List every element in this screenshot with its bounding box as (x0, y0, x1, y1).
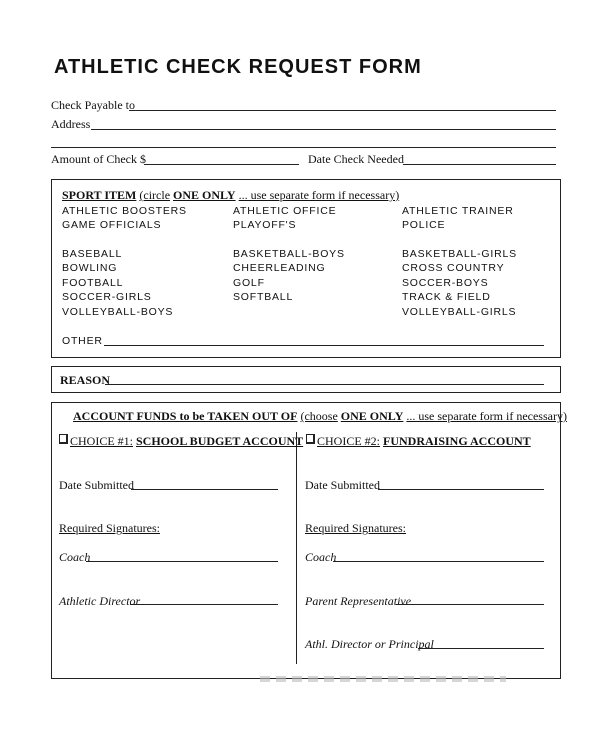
sport-option[interactable]: BASKETBALL-BOYS (233, 248, 345, 260)
choice1-signatures-label: Required Signatures: (59, 521, 160, 535)
sport-option[interactable]: ATHLETIC BOOSTERS (62, 205, 187, 217)
sport-option[interactable]: BASEBALL (62, 248, 123, 260)
reason-line[interactable] (105, 384, 544, 385)
choice2-parent-line[interactable] (396, 604, 544, 605)
account-divider (296, 432, 297, 664)
choice2-name: FUNDRAISING ACCOUNT (383, 434, 531, 448)
choice2-signatures-label: Required Signatures: (305, 521, 406, 535)
choice1-checkbox[interactable] (59, 434, 68, 444)
reason-box (51, 366, 561, 393)
sport-option[interactable]: TRACK & FIELD (402, 291, 491, 303)
address-label: Address (51, 117, 91, 131)
sport-item-one-only: ONE ONLY (173, 188, 236, 202)
sport-option[interactable]: VOLLEYBALL-BOYS (62, 306, 174, 318)
faint-bleed-through (260, 676, 506, 682)
choice1-coach-label: Coach (59, 550, 91, 564)
sport-option[interactable]: VOLLEYBALL-GIRLS (402, 306, 517, 318)
choice1-ad-line[interactable] (130, 604, 278, 605)
choice2-parent-label: Parent Representative (305, 594, 412, 608)
sport-option[interactable]: PLAYOFF'S (233, 219, 297, 231)
address-line-1[interactable] (91, 129, 556, 130)
choice1-ad-label: Athletic Director (59, 594, 141, 608)
date-needed-label: Date Check Needed (308, 152, 404, 166)
choice1-date-line[interactable] (131, 489, 278, 490)
sport-option[interactable]: FOOTBALL (62, 277, 124, 289)
form-title: ATHLETIC CHECK REQUEST FORM (54, 56, 422, 78)
sport-option[interactable]: BOWLING (62, 262, 118, 274)
account-header (73, 409, 567, 424)
sport-item-instructions: ... use separate form if necessary) (238, 188, 400, 202)
address-line-2[interactable] (51, 147, 556, 148)
sport-option[interactable]: SOFTBALL (233, 291, 294, 303)
choice2-label (317, 434, 531, 449)
choice2-date-label: Date Submitted (305, 478, 380, 492)
account-header-choose: (choose (300, 409, 338, 423)
amount-label: Amount of Check $ (51, 152, 146, 166)
choice2-principal-line[interactable] (418, 648, 544, 649)
choice2-checkbox[interactable] (306, 434, 315, 444)
choice2-coach-line[interactable] (333, 561, 544, 562)
sport-option[interactable]: GAME OFFICIALS (62, 219, 162, 231)
choice1-date-label: Date Submitted (59, 478, 134, 492)
check-payable-label: Check Payable to (51, 98, 135, 112)
sport-option[interactable]: GOLF (233, 277, 265, 289)
sport-other-line[interactable] (104, 345, 544, 346)
sport-option[interactable]: ATHLETIC OFFICE (233, 205, 337, 217)
sport-option[interactable]: POLICE (402, 219, 446, 231)
choice1-prefix: CHOICE #1: (70, 434, 133, 448)
choice2-date-line[interactable] (378, 489, 544, 490)
choice1-coach-line[interactable] (86, 561, 278, 562)
choice2-prefix: CHOICE #2: (317, 434, 380, 448)
sport-option[interactable]: SOCCER-GIRLS (62, 291, 152, 303)
choice2-coach-label: Coach (305, 550, 337, 564)
sport-item-circle: (circle (139, 188, 171, 202)
sport-option[interactable]: CROSS COUNTRY (402, 262, 505, 274)
choice1-name: SCHOOL BUDGET ACCOUNT (136, 434, 304, 448)
amount-line[interactable] (144, 164, 299, 165)
account-header-title: ACCOUNT FUNDS to be TAKEN OUT OF (73, 409, 298, 423)
check-payable-line[interactable] (129, 110, 556, 111)
sport-item-header (62, 188, 399, 203)
account-header-instructions: ... use separate form if necessary) (406, 409, 567, 423)
sport-item-title: SPORT ITEM (62, 188, 137, 202)
sport-option[interactable]: CHEERLEADING (233, 262, 326, 274)
account-header-one-only: ONE ONLY (340, 409, 404, 423)
choice1-label (70, 434, 303, 449)
sport-other-label: OTHER (62, 335, 103, 347)
date-needed-line[interactable] (403, 164, 556, 165)
choice2-principal-label: Athl. Director or Principal (305, 637, 434, 651)
sport-option[interactable]: BASKETBALL-GIRLS (402, 248, 517, 260)
sport-option[interactable]: ATHLETIC TRAINER (402, 205, 514, 217)
reason-label: REASON (60, 373, 111, 387)
sport-option[interactable]: SOCCER-BOYS (402, 277, 489, 289)
